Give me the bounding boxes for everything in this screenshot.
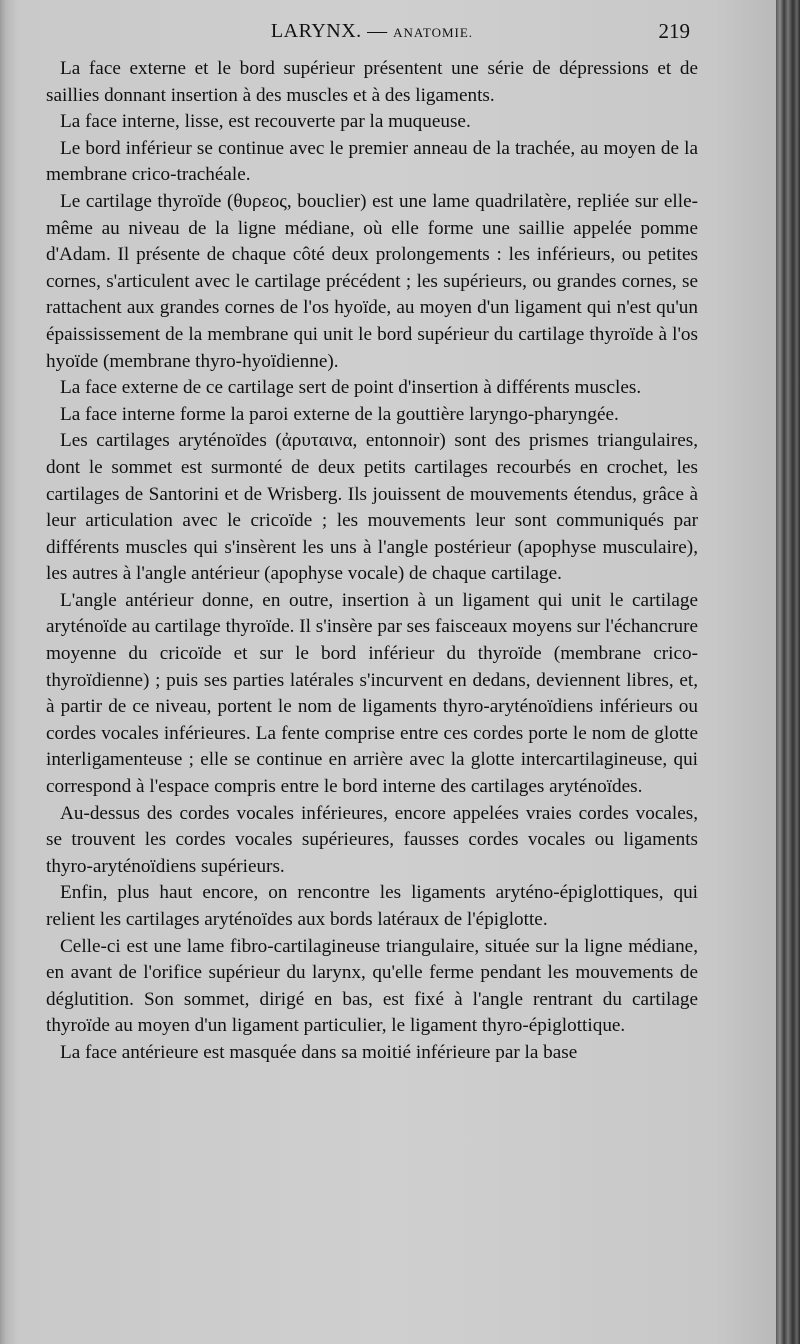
header-title: LARYNX. (270, 20, 362, 42)
paragraph: La face antérieure est masquée dans sa moitié inférieure par la base (60, 1041, 578, 1063)
page-number: 219 (658, 19, 690, 43)
book-page-edge (776, 0, 800, 1344)
paragraph: Celle-ci est une lame fibro-cartilagineuse triangulaire, située sur la ligne médiane, en avant de l'orifice supérieur du larynx, qu'elle ferme pendant les mouvements de déglutition. Son sommet, dirigé en bas, est fixé à l'angle rentrant du cartilage thyroïde au moyen d'un ligament particulier, le ligament thyro-épiglottique. (46, 935, 698, 1037)
paragraph: Au-dessus des cordes vocales inférieures, encore appelées vraies cordes vocales, se trouvent les cordes vocales supérieures, fausses cordes vocales ou ligaments thyro-aryténoïdiens supérieurs. (46, 802, 698, 877)
paragraph: L'angle antérieur donne, en outre, insertion à un ligament qui unit le cartilage aryténoïde au cartilage thyroïde. Il s'insère par ses faisceaux moyens sur l'échancrure moyenne du cricoïde et sur le bord inférieur du thyroïde (membrane crico-thyroïdienne) ; puis ses parties latérales s'incurvent en dedans, deviennent libres, et, à partir de ce niveau, portent le nom de ligaments thyro-aryténoïdiens inférieurs ou cordes vocales inférieures. La fente comprise entre ces cordes porte le nom de glotte interligamenteuse ; elle se continue en arrière avec la glotte intercartilagineuse, qui correspond à l'espace compris entre le bord interne des cartilages aryténoïdes. (46, 589, 698, 798)
header-dash: — (367, 20, 388, 42)
paragraph: La face interne, lisse, est recouverte par la muqueuse. (60, 111, 471, 133)
running-title (46, 14, 698, 50)
running-header (46, 14, 698, 48)
body-text (46, 56, 698, 1067)
paragraph: La face externe et le bord supérieur présentent une série de dépressions et de saillies donnant insertion à des muscles et à des ligaments. (46, 58, 698, 106)
paragraph: La face interne forme la paroi externe de la gouttière laryngo-pharyngée. (60, 403, 619, 425)
paragraph: Enfin, plus haut encore, on rencontre les ligaments aryténo-épiglottiques, qui relient les cartilages aryténoïdes aux bords latéraux de l'épiglotte. (46, 882, 698, 930)
header-section: ANATOMIE. (393, 25, 474, 40)
paragraph: Les cartilages aryténoïdes (ἀρυταινα, entonnoir) sont des prismes triangulaires, dont le sommet est surmonté de deux petits cartilages recourbés en crochet, les cartilages de Santorini et de Wrisberg. Ils jouissent de mouvements étendus, grâce à leur articulation avec le cricoïde ; les mouvements leur sont communiqués par différents muscles qui s'insèrent les uns à l'angle postérieur (apophyse musculaire), les autres à l'angle antérieur (apophyse vocale) de chaque cartilage. (46, 430, 698, 585)
paragraph: La face externe de ce cartilage sert de point d'insertion à différents muscles. (60, 377, 642, 399)
paragraph: Le bord inférieur se continue avec le premier anneau de la trachée, au moyen de la membrane crico-trachéale. (46, 137, 698, 186)
paragraph: Le cartilage thyroïde (θυρεος, bouclier) est une lame quadrilatère, repliée sur elle-même au niveau de la ligne médiane, où elle forme une saillie appelée pomme d'Adam. Il présente de chaque côté deux prolongements : les inférieurs, ou petites cornes, s'articulent avec le cartilage précédent ; les supérieurs, ou grandes cornes, se rattachent aux grandes cornes de l'os hyoïde, au moyen d'un ligament qui n'est qu'un épaississement de la membrane qui unit le bord supérieur du cartilage thyroïde à l'os hyoïde (membrane thyro-hyoïdienne). (46, 190, 698, 372)
